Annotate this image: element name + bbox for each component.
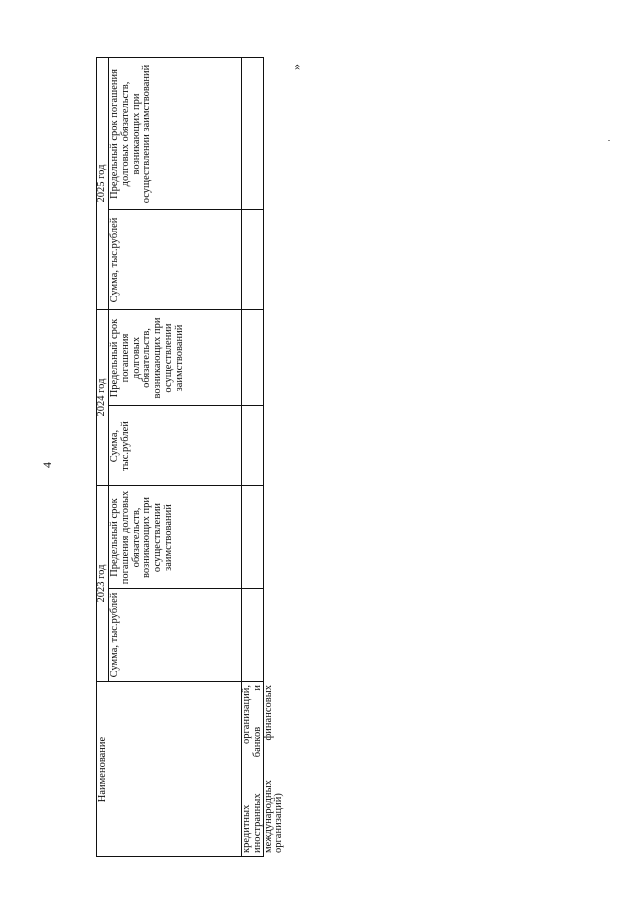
table-border-right xyxy=(96,57,264,58)
name-column-divider xyxy=(96,681,264,682)
col-2023-sum-term-divider xyxy=(108,588,264,589)
stray-dot xyxy=(608,140,610,141)
table-border-left xyxy=(96,856,264,857)
borrowing-table-wrapper xyxy=(96,57,285,857)
row-name-cell: кредитных организаций, иностранных банков и международных финансовых организаций) xyxy=(241,685,285,853)
page-number: 4 xyxy=(40,462,54,468)
year-2025-term-header: Предельный срок погашения долговых обязательств, возникающих при осуществлении заимствований xyxy=(109,64,153,204)
col-2023-2024-divider xyxy=(96,485,264,486)
col-2025-sum-term-divider xyxy=(108,209,264,210)
year-2025-sum-header: Сумма, тыс.рублей xyxy=(109,217,120,303)
closing-quote-mark: » xyxy=(289,64,303,70)
col-2024-2025-divider xyxy=(96,309,264,310)
year-2024-label: 2024 год xyxy=(96,378,107,417)
year-2024-term-header: Предельный срок погашения долговых обязательств, возникающих при осуществлении заимствований xyxy=(109,317,185,399)
year-2023-term-header: Предельный срок погашения долговых обязательств, возникающих при осуществлении заимствований xyxy=(109,490,174,585)
year-2023-sum-header: Сумма, тыс.рублей xyxy=(109,592,120,678)
col-2024-sum-term-divider xyxy=(108,405,264,406)
borrowing-table xyxy=(96,57,285,857)
year-2024-sum-header: Сумма, тыс.рублей xyxy=(109,421,131,471)
name-column-header: Наименование xyxy=(97,736,108,803)
year-2025-label: 2025 год xyxy=(96,164,107,203)
year-2023-label: 2023 год xyxy=(96,564,107,603)
